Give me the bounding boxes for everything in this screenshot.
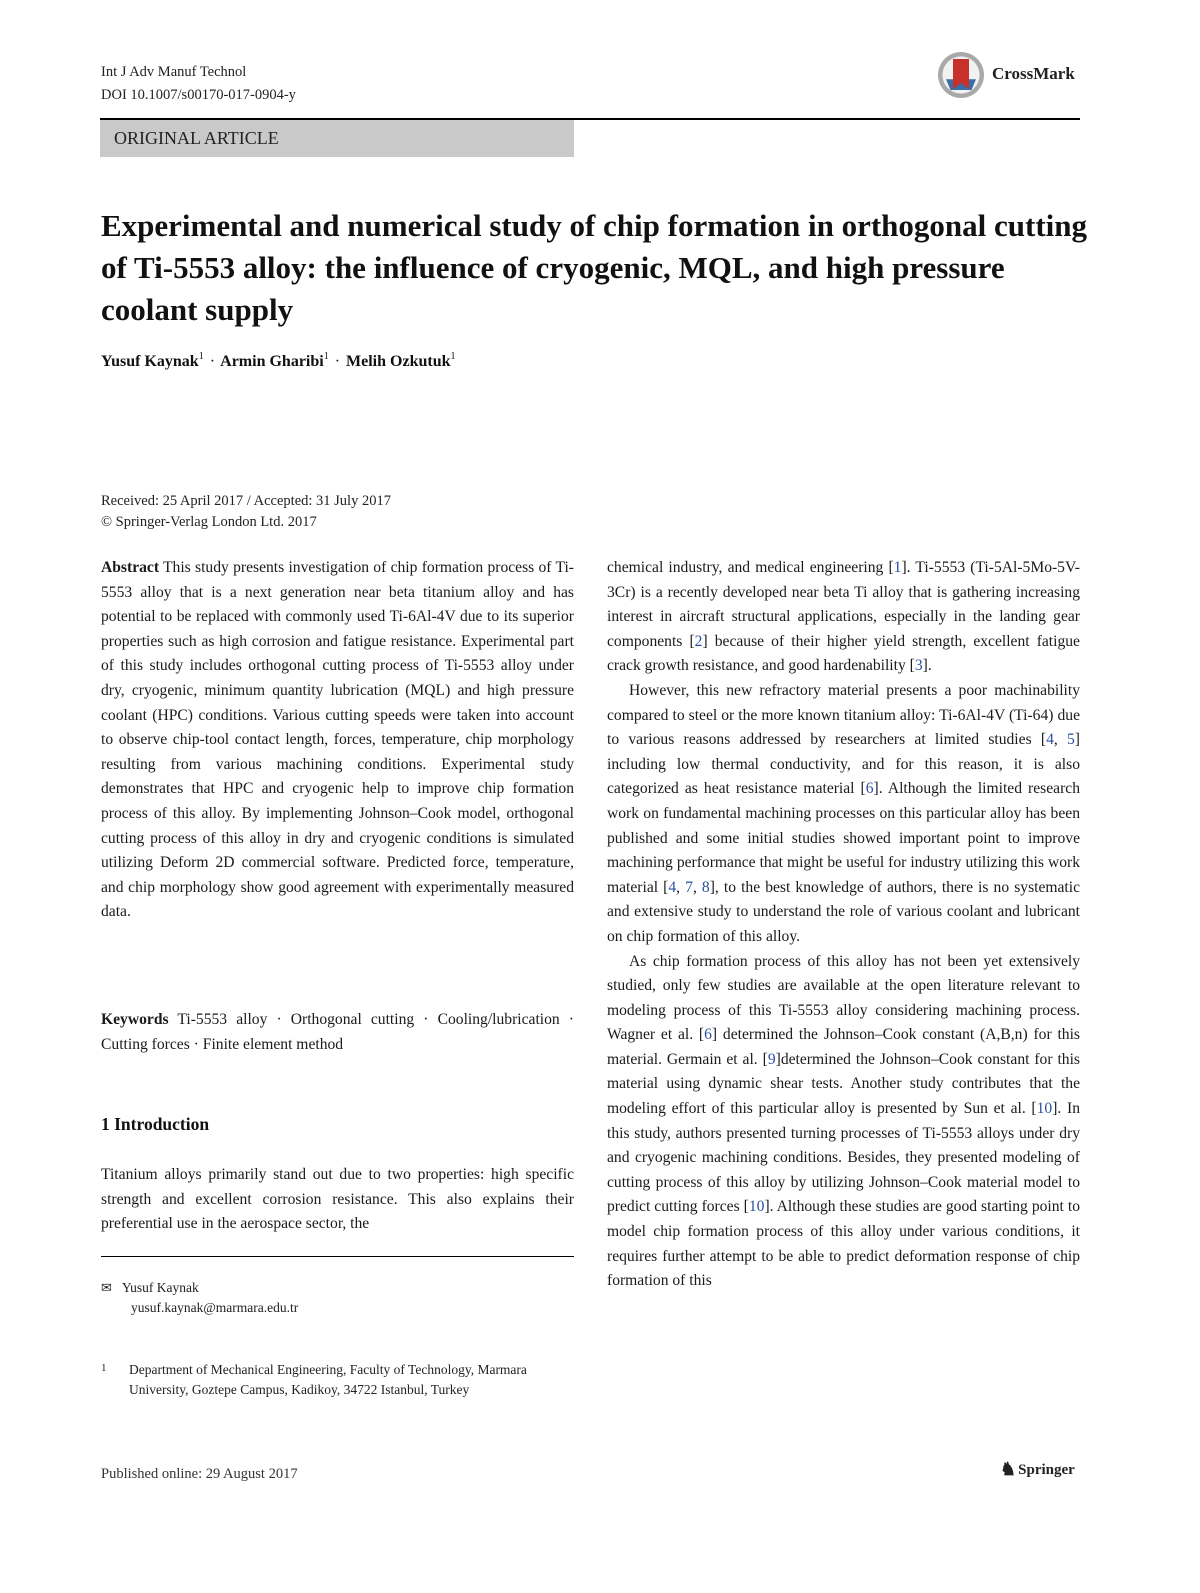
article-type-banner: ORIGINAL ARTICLE <box>100 120 574 157</box>
copyright-line: © Springer-Verlag London Ltd. 2017 <box>101 514 317 530</box>
body-paragraph: Titanium alloys primarily stand out due to two properties: high specific strength and excellent corrosion resistance. This also explains their preferential use in the aerospace sector, the <box>101 1166 574 1233</box>
author-separator: · <box>334 353 341 370</box>
abstract-label: Abstract <box>101 559 160 576</box>
author-name[interactable]: Yusuf Kaynak <box>101 353 199 370</box>
abstract <box>101 556 574 925</box>
article-dates <box>101 491 391 533</box>
author-affiliation-mark: 1 <box>323 351 329 362</box>
body-paragraph: However, this new refractory material presents a poor machinability compared to steel or the more known titanium alloy: Ti-6Al-4V (Ti-64) due to various reasons addressed by researchers at limited studies [4, 5] including low thermal conductivity, and for this reason, it is also categorized as heat resistance material [6]. Although the limited research work on fundamental machining processes on this particular alloy has been published and some initial studies showed important point to improve machining performance that might be useful for industry utilizing this work material [4, 7, 8], to the best knowledge of authors, there is no systematic and extensive study to understand the role of various coolant and lubricant on chip formation of this alloy. <box>607 681 1081 945</box>
keywords <box>101 1008 574 1057</box>
author-separator: · <box>209 353 216 370</box>
keywords-text: Ti-5553 alloy · Orthogonal cutting · Cooling/lubrication · Cutting forces · Finite element method <box>101 1011 574 1053</box>
citation-link[interactable]: 2 <box>694 632 703 650</box>
publisher-logo <box>1000 1459 1075 1480</box>
citation-link[interactable]: 4 <box>668 878 677 896</box>
publisher-name: Springer <box>1018 1462 1075 1478</box>
right-column <box>607 556 1080 1294</box>
citation-link[interactable]: 8 <box>701 878 710 896</box>
corresponding-author-name: Yusuf Kaynak <box>121 1280 199 1295</box>
citation-link[interactable]: 6 <box>865 780 874 798</box>
published-online-date: Published online: 29 August 2017 <box>101 1466 298 1482</box>
affiliation-number: 1 <box>101 1362 107 1374</box>
citation-link[interactable]: 10 <box>1036 1100 1053 1118</box>
author-affiliation-mark: 1 <box>198 351 204 362</box>
corresponding-author <box>101 1278 199 1298</box>
introduction-left-paragraph <box>101 1163 574 1237</box>
citation-link[interactable]: 3 <box>914 657 923 675</box>
author-list <box>101 353 456 371</box>
author-name[interactable]: Melih Ozkutuk <box>346 353 451 370</box>
footnote-rule <box>101 1256 574 1257</box>
citation-link[interactable]: 6 <box>704 1026 712 1044</box>
crossmark-label: CrossMark <box>992 64 1075 83</box>
springer-horse-icon: ♞ <box>1000 1459 1017 1479</box>
citation-link[interactable]: 7 <box>685 878 693 896</box>
citation-link[interactable]: 10 <box>748 1198 765 1216</box>
affiliation: Department of Mechanical Engineering, Faculty of Technology, Marmara University, Goztepe Campus, Kadikoy, 34722 Istanbul, Turkey <box>129 1362 527 1397</box>
citation-link[interactable]: 9 <box>767 1050 776 1068</box>
crossmark-icon <box>938 52 984 98</box>
citation-link[interactable]: 1 <box>893 559 902 576</box>
doi[interactable]: DOI 10.1007/s00170-017-0904-y <box>101 87 296 103</box>
journal-name: Int J Adv Manuf Technol <box>101 64 247 80</box>
citation-link[interactable]: 4 <box>1046 731 1054 749</box>
body-paragraph: chemical industry, and medical engineering [1]. Ti-5553 (Ti-5Al-5Mo-5V-3Cr) is a recently developed near beta Ti alloy that is gathering increasing interest in aircraft structural applications, especially in the landing gear components [2] because of their higher yield strength, excellent fatigue crack growth resistance, and good hardenability [3]. <box>607 559 1081 675</box>
abstract-text: This study presents investigation of chip formation process of Ti-5553 alloy that is a next generation near beta titanium alloy and has potential to be replaced with commonly used Ti-6Al-4V due to its superior properties such as high corrosion and fatigue resistance. Experimental part of this study includes orthogonal cutting process of Ti-5553 alloy under dry, cryogenic, minimum quantity lubrication (MQL) and high pressure coolant (HPC) conditions. Various cutting speeds were taken into account to observe chip-tool contact length, forces, temperature, chip morphology resulting from various machining conditions. Experimental study demonstrates that HPC and cryogenic help to improve chip formation process of this alloy. By implementing Johnson–Cook model, orthogonal cutting process of this alloy in dry and cryogenic conditions is simulated utilizing Deform 2D commercial software. Predicted force, temperature, and chip morphology show good agreement with experimentally measured data. <box>101 559 574 921</box>
citation-link[interactable]: 5 <box>1067 731 1075 749</box>
section-heading-introduction: 1 Introduction <box>101 1114 210 1134</box>
author-affiliation-mark: 1 <box>450 351 456 362</box>
received-accepted-dates: Received: 25 April 2017 / Accepted: 31 July 2017 <box>101 493 391 509</box>
author-name[interactable]: Armin Gharibi <box>220 353 324 370</box>
envelope-icon: ✉ <box>101 1280 112 1295</box>
body-paragraph: As chip formation process of this alloy has not been yet extensively studied, only few studies are available at the open literature relevant to modeling process of this Ti-5553 alloy considering machining process. Wagner et al. [6] determined the Johnson–Cook constant (A,B,n) for this material. Germain et al. [9]determined the Johnson–Cook constant for this material using dynamic shear tests. Another study contributes that the modeling effort of this particular alloy is presented by Sun et al. [10]. In this study, authors presented turning processes of Ti-5553 alloys under dry and cryogenic machining conditions. Besides, they presented modeling of cutting process of this alloy by utilizing Johnson–Cook material model to predict cutting forces [10]. Although these studies are good starting point to model chip formation process of this alloy under various conditions, it requires further attempt to be able to predict deformation response of chip formation of this <box>607 952 1080 1290</box>
paper-title: Experimental and numerical study of chip formation in orthogonal cutting of Ti-5553 alloy: the influence of cryogenic, MQL, and high pressure coolant supply <box>101 208 1088 327</box>
keywords-label: Keywords <box>101 1011 169 1028</box>
corresponding-author-email[interactable]: yusuf.kaynak@marmara.edu.tr <box>131 1300 299 1315</box>
crossmark-badge[interactable] <box>938 52 1080 98</box>
